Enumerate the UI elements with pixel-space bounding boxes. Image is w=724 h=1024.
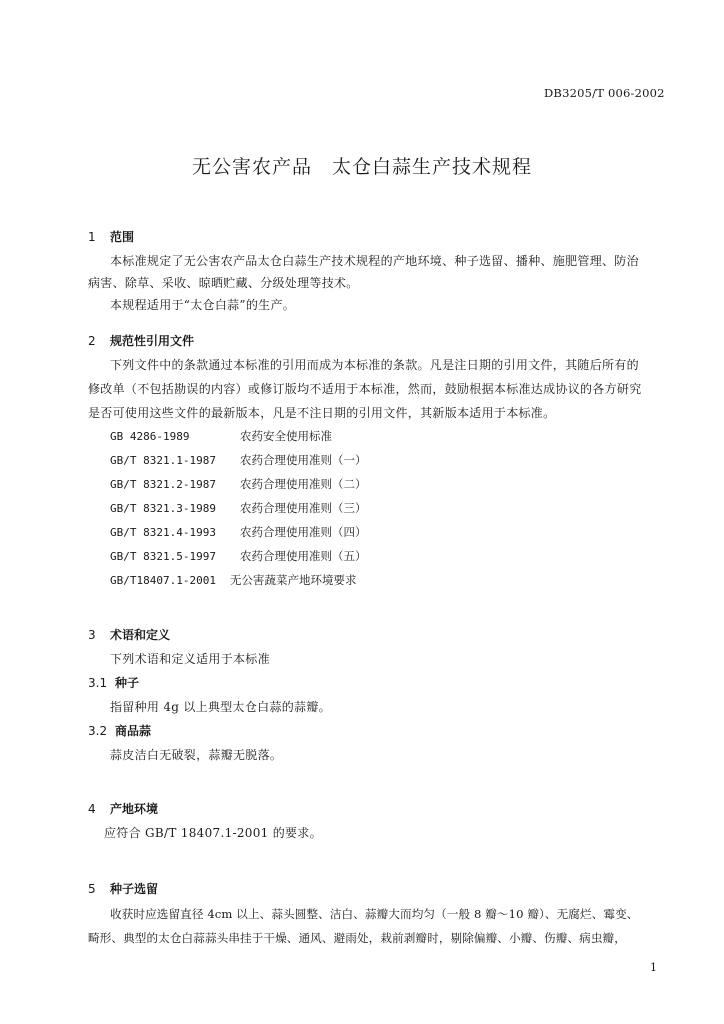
section-title: 范围 (110, 230, 135, 244)
reference-code: GB/T 8321.3-1989 (110, 502, 216, 515)
document-title (0, 152, 724, 179)
subsection-title: 商品蒜 (115, 724, 152, 738)
section-title: 产地环境 (110, 802, 159, 816)
paragraph-line: 蒜皮洁白无破裂，蒜瓣无脱落。 (110, 748, 283, 762)
reference-name: 农药合理使用准则（三） (240, 501, 367, 515)
reference-name: 农药合理使用准则（一） (240, 453, 367, 467)
subsection-number: 3.2 (88, 724, 108, 738)
section-title: 规范性引用文件 (110, 334, 195, 348)
title-part-2: 太仓白蒜生产技术规程 (332, 156, 533, 178)
paragraph-line: 应符合 GB/T 18407.1-2001 的要求。 (104, 826, 322, 840)
section-number: 1 (88, 230, 96, 244)
section-4-heading (88, 800, 158, 817)
reference-item (110, 428, 332, 444)
section-title: 种子选留 (110, 882, 159, 896)
reference-code: GB/T 8321.5-1997 (110, 550, 216, 563)
reference-item (110, 500, 367, 516)
section-3-heading (88, 626, 170, 643)
section-title: 术语和定义 (110, 628, 171, 642)
subsection-3-2-heading (88, 722, 151, 739)
page-number: 1 (650, 961, 657, 974)
reference-name: 农药合理使用准则（二） (240, 477, 367, 491)
paragraph-line: 畸形、典型的太仓白蒜蒜头串挂于干燥、通风、避雨处，栽前剥瓣时，剔除偏瓣、小瓣、伤瓣、病虫瓣， (88, 931, 626, 945)
paragraph-line: 下列术语和定义适用于本标准 (110, 652, 270, 666)
reference-code: GB/T 8321.1-1987 (110, 454, 216, 467)
paragraph-line: 指留种用 4g 以上典型太仓白蒜的蒜瓣。 (110, 700, 331, 714)
standard-code: DB3205/T 006-2002 (544, 86, 665, 100)
paragraph-line: 收获时应选留直径 4cm 以上、蒜头圆整、洁白、蒜瓣大而均匀（一般 8 瓣～10 瓣）、无腐烂、霉变、 (110, 907, 639, 921)
paragraph-line: 病害、除草、采收、晾晒贮藏、分级处理等技术。 (88, 276, 359, 290)
subsection-3-1-heading (88, 674, 139, 691)
paragraph-line: 本标准规定了无公害农产品太仓白蒜生产技术规程的产地环境、种子选留、播种、施肥管理、防治 (110, 254, 639, 268)
reference-item (110, 524, 367, 540)
reference-item (110, 572, 357, 588)
subsection-number: 3.1 (88, 676, 108, 690)
section-2-heading (88, 332, 194, 349)
section-number: 2 (88, 334, 96, 348)
reference-name: 无公害蔬菜产地环境要求 (230, 573, 357, 587)
reference-name: 农药合理使用准则（五） (240, 549, 367, 563)
reference-name: 农药合理使用准则（四） (240, 525, 367, 539)
section-1-heading (88, 228, 134, 245)
reference-code: GB/T18407.1-2001 (110, 574, 216, 587)
paragraph-line: 本规程适用于“太仓白蒜”的生产。 (110, 298, 296, 312)
section-number: 3 (88, 628, 96, 642)
paragraph-line: 修改单（不包括勘误的内容）或修订版均不适用于本标准，然而，鼓励根据本标准达成协议的各方研究 (88, 382, 642, 396)
reference-item (110, 476, 367, 492)
paragraph-line: 是否可使用这些文件的最新版本，凡是不注日期的引用文件，其新版本适用于本标准。 (88, 406, 556, 420)
reference-item (110, 548, 367, 564)
subsection-title: 种子 (115, 676, 140, 690)
reference-code: GB 4286-1989 (110, 430, 190, 443)
reference-code: GB/T 8321.4-1993 (110, 526, 216, 539)
section-number: 5 (88, 882, 96, 896)
reference-item (110, 452, 367, 468)
title-part-1: 无公害农产品 (191, 156, 312, 178)
reference-code: GB/T 8321.2-1987 (110, 478, 216, 491)
paragraph-line: 下列文件中的条款通过本标准的引用而成为本标准的条款。凡是注日期的引用文件，其随后所有的 (110, 358, 639, 372)
section-5-heading (88, 880, 158, 897)
reference-name: 农药安全使用标准 (240, 429, 332, 443)
section-number: 4 (88, 802, 96, 816)
